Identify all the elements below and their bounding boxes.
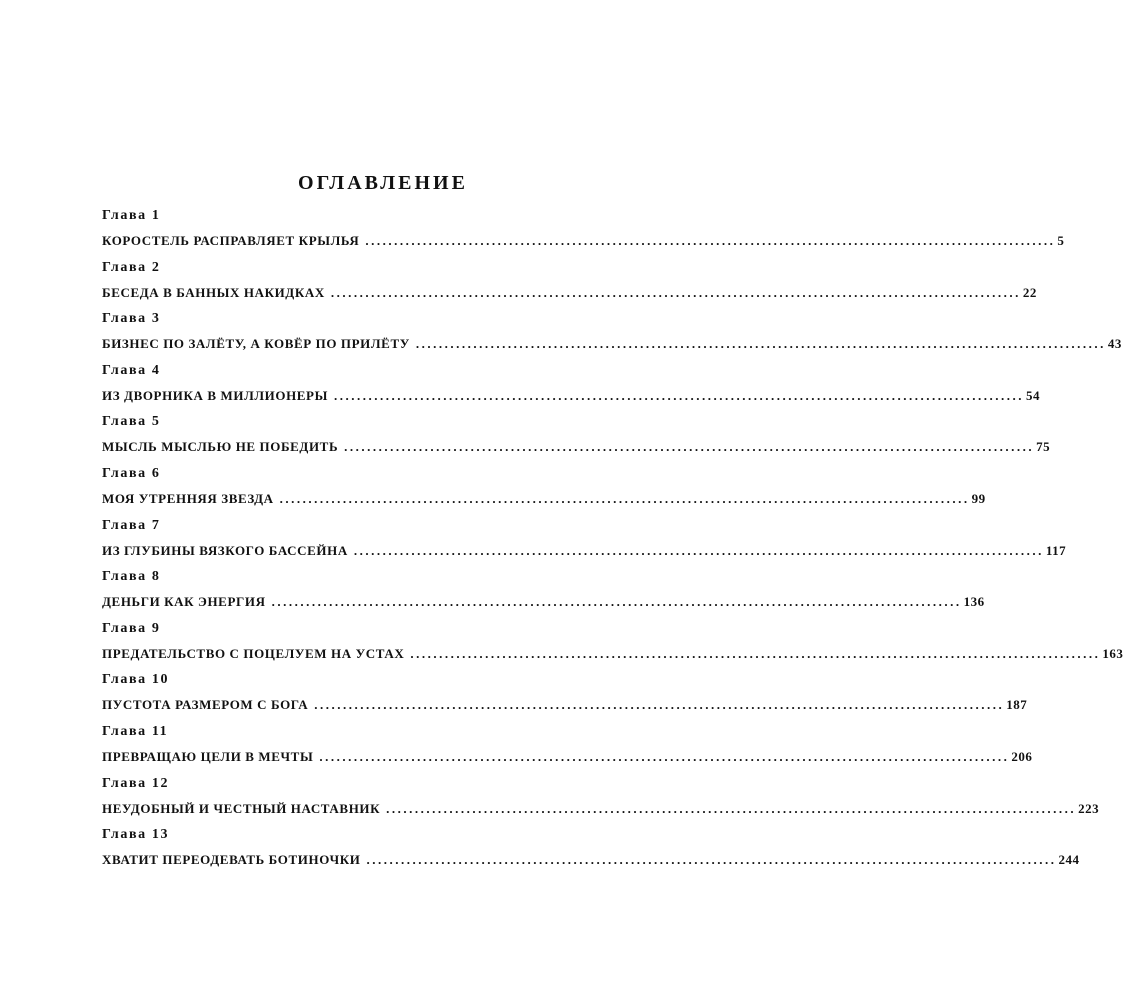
chapter-title-line xyxy=(102,436,1051,458)
table-of-contents xyxy=(102,206,1123,877)
chapter-label: Глава 6 xyxy=(102,465,161,481)
chapter-title: ПУСТОТА РАЗМЕРОМ С БОГА xyxy=(102,697,309,713)
chapter-title: БИЗНЕС ПО ЗАЛЁТУ, А КОВЁР ПО ПРИЛЁТУ xyxy=(102,336,410,352)
page-number: 163 xyxy=(1102,645,1123,661)
toc-entry[interactable] xyxy=(102,774,1100,826)
dot-leader: ........................................................................................................................ xyxy=(365,233,1056,248)
dot-leader: ........................................................................................................................ xyxy=(319,748,1010,764)
chapter-label: Глава 1 xyxy=(102,208,161,223)
page-number: 99 xyxy=(971,490,986,506)
chapter-title: МЫСЛЬ МЫСЛЬЮ НЕ ПОБЕДИТЬ xyxy=(102,439,339,455)
dot-leader: ........................................................................................................................ xyxy=(386,800,1077,816)
chapter-title-line xyxy=(102,746,1033,768)
chapter-title: НЕУДОБНЫЙ И ЧЕСТНЫЙ НАСТАВНИК xyxy=(102,800,381,816)
chapter-label: Глава 2 xyxy=(102,259,161,275)
dot-leader: ........................................................................................................................ xyxy=(415,336,1106,352)
chapter-label: Глава 4 xyxy=(102,362,161,378)
dot-leader: ........................................................................................................................ xyxy=(271,594,962,610)
chapter-title: ДЕНЬГИ КАК ЭНЕРГИЯ xyxy=(102,594,266,610)
chapter-label: Глава 11 xyxy=(102,723,169,739)
page-number: 187 xyxy=(1006,697,1028,713)
chapter-title: ПРЕДАТЕЛЬСТВО С ПОЦЕЛУЕМ НА УСТАХ xyxy=(102,645,405,661)
toc-entry[interactable] xyxy=(102,309,1122,361)
toc-entry[interactable] xyxy=(102,722,1033,774)
chapter-title: КОРОСТЕЛЬ РАСПРАВЛЯЕТ КРЫЛЬЯ xyxy=(102,233,360,248)
page-number: 22 xyxy=(1022,284,1037,300)
chapter-title-line xyxy=(102,591,985,613)
toc-entry[interactable] xyxy=(102,670,1028,722)
toc-entry[interactable] xyxy=(102,825,1080,877)
chapter-title-line xyxy=(102,333,1122,355)
toc-entry[interactable] xyxy=(102,361,1040,413)
dot-leader: ........................................................................................................................ xyxy=(366,852,1057,868)
toc-entry[interactable] xyxy=(102,619,1123,671)
page-number: 54 xyxy=(1025,387,1040,403)
chapter-title: ПРЕВРАЩАЮ ЦЕЛИ В МЕЧТЫ xyxy=(102,748,314,764)
chapter-title-line xyxy=(102,230,1065,252)
chapter-title: ИЗ ДВОРНИКА В МИЛЛИОНЕРЫ xyxy=(102,387,328,403)
chapter-label: Глава 7 xyxy=(102,517,161,533)
dot-leader: ........................................................................................................................ xyxy=(353,542,1044,558)
chapter-title: МОЯ УТРЕННЯЯ ЗВЕЗДА xyxy=(102,490,274,506)
chapter-title-line xyxy=(102,798,1100,820)
chapter-title-line xyxy=(102,282,1037,304)
chapter-title: БЕСЕДА В БАННЫХ НАКИДКАХ xyxy=(102,284,325,300)
chapter-label: Глава 12 xyxy=(102,775,170,791)
dot-leader: ........................................................................................................................ xyxy=(279,490,970,506)
toc-entry[interactable] xyxy=(102,412,1051,464)
toc-entry[interactable] xyxy=(102,464,986,516)
toc-entry[interactable] xyxy=(102,516,1067,568)
toc-entry[interactable] xyxy=(102,567,985,619)
chapter-title-line xyxy=(102,488,986,510)
page-title: ОГЛАВЛЕНИЕ xyxy=(298,172,468,194)
chapter-label: Глава 3 xyxy=(102,311,161,327)
page-number: 206 xyxy=(1011,748,1033,764)
dot-leader: ........................................................................................................................ xyxy=(410,645,1101,661)
page-number: 5 xyxy=(1057,233,1065,248)
page-number: 75 xyxy=(1036,439,1051,455)
dot-leader: ........................................................................................................................ xyxy=(330,284,1021,300)
page-number: 136 xyxy=(963,594,985,610)
toc-entry[interactable] xyxy=(102,258,1037,310)
page-number: 117 xyxy=(1045,542,1067,558)
chapter-title: ИЗ ГЛУБИНЫ ВЯЗКОГО БАССЕЙНА xyxy=(102,542,348,558)
toc-entry[interactable] xyxy=(102,206,1065,258)
chapter-title-line xyxy=(102,694,1028,716)
dot-leader: ........................................................................................................................ xyxy=(314,697,1005,713)
chapter-title: ХВАТИТ ПЕРЕОДЕВАТЬ БОТИНОЧКИ xyxy=(102,852,361,868)
chapter-label: Глава 10 xyxy=(102,672,170,688)
chapter-label: Глава 13 xyxy=(102,827,170,843)
page-number: 43 xyxy=(1107,336,1122,352)
page-number: 223 xyxy=(1078,800,1100,816)
chapter-title-line xyxy=(102,385,1040,407)
dot-leader: ........................................................................................................................ xyxy=(333,387,1024,403)
chapter-title-line xyxy=(102,849,1080,871)
dot-leader: ........................................................................................................................ xyxy=(344,439,1035,455)
chapter-label: Глава 5 xyxy=(102,414,161,430)
chapter-title-line xyxy=(102,643,1123,665)
chapter-title-line xyxy=(102,540,1067,562)
chapter-label: Глава 8 xyxy=(102,569,161,585)
chapter-label: Глава 9 xyxy=(102,620,161,636)
page-number: 244 xyxy=(1058,852,1080,868)
